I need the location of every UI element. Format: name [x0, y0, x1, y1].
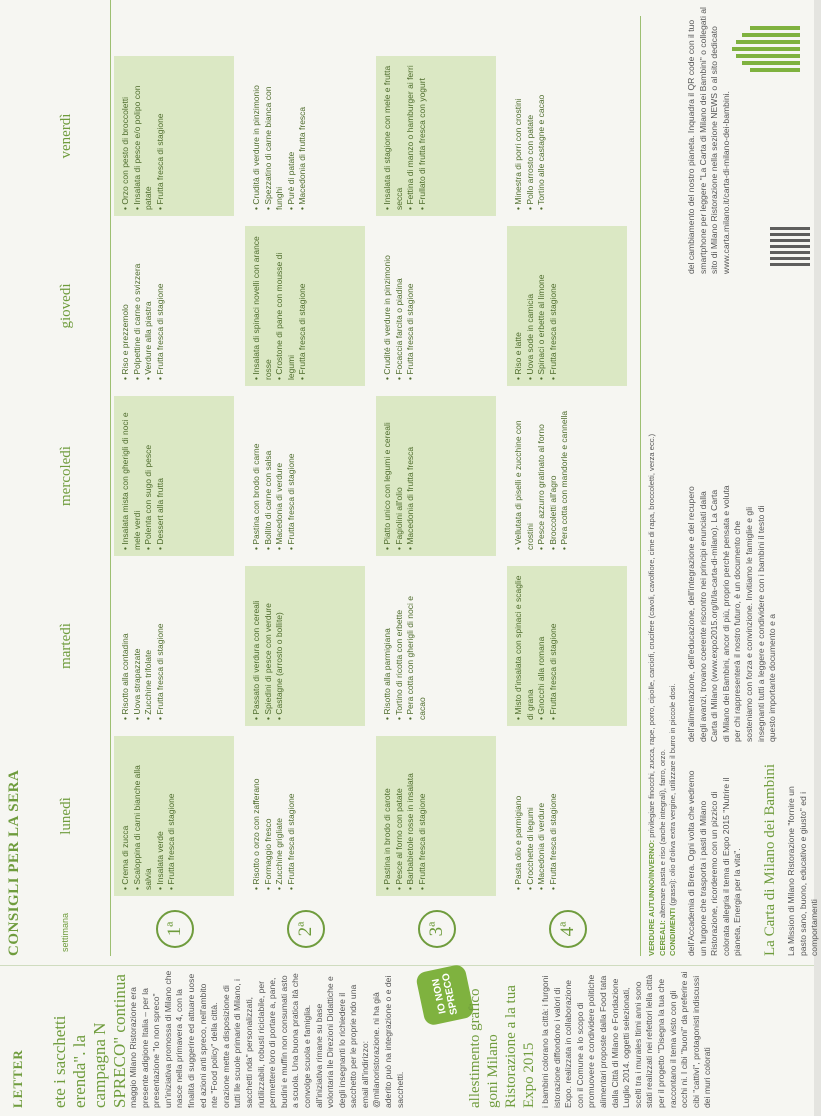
week-row — [507, 0, 633, 956]
menu-item: • Vellutata di piselli e zucchine con crostini — [513, 402, 536, 550]
menu-item: • Frutta fresca di stagione — [155, 232, 167, 380]
menu-item: • Macedonia di verdure — [536, 742, 548, 890]
week-column-label: settimana — [60, 912, 70, 952]
menu-item: • Crudità di verdure in pinzimonio — [251, 62, 263, 210]
menu-item: • Fagiolini all'olio — [394, 402, 406, 550]
newsletter-label: LETTER — [10, 1049, 25, 1108]
article-body-carta: dell'alimentazione, dell'educazione, dell'integrazione e del recupero degli avanzi, trovano coerente riscontro nei principi enunciati dalla Carta di Milano (www.expo2015.org/it/la-carta-di-milano). La Carta di Milano dei Bambini, ancor di più, proprio perché pensata e voluta per chi rappresenterà il nostro futuro, è un documento che sosteniamo con forza e convinzione. Invitiamo le famiglie e gli insegnanti tutti a leggere e condividere con i bambini il testo di questo importante documento e a — [686, 485, 778, 742]
menu-item: • Frutta fresca di stagione — [548, 742, 560, 890]
menu-item: • Uova sode in camicia — [525, 232, 537, 380]
menu-item: • Pasta olio e parmigiano — [513, 742, 525, 890]
menu-item: • Frutta fresca di stagione — [155, 572, 167, 720]
menu-item: • Crema di zucca — [120, 742, 132, 890]
menu-header-row — [30, 0, 111, 956]
menu-item: • Frullato di frutta fresca con yogurt — [417, 62, 429, 210]
menu-cell — [376, 396, 496, 556]
menu-item: • Piatto unico con legumi e cereali — [382, 402, 394, 550]
menu-item: • Dessert alla frutta — [155, 402, 167, 550]
menu-item: • Macedonia di verdure — [274, 402, 286, 550]
menu-item: • Spinaci o erbette al limone — [536, 232, 548, 380]
menu-item: • Minestra di porri con crostini — [513, 62, 525, 210]
menu-item: • Formaggio fresco — [263, 742, 275, 890]
menu-item: • Orzo con pesto di broccoletti — [120, 62, 132, 210]
menu-item: • Pastina in brodo di carote — [382, 742, 394, 890]
article-title-carta: La Carta di Milano dei Bambini — [762, 763, 778, 956]
menu-item: • Gnocchi alla romana — [536, 572, 548, 720]
menu-item: • Fettina di manzo o hamburger ai ferri — [405, 62, 417, 210]
menu-item: • Verdure alla piastra — [143, 232, 155, 380]
menu-cell — [245, 396, 365, 556]
menu-cell — [376, 226, 496, 386]
menu-item: • Risotto alla contadina — [120, 572, 132, 720]
menu-item: • Focaccia farcita o piadina — [394, 232, 406, 380]
menu-item: • Zucchine grigliate — [274, 742, 286, 890]
milano-logo-icon — [730, 6, 810, 76]
week-number-badge: 2ª — [287, 910, 325, 948]
article-body-sacchetti: maggio Milano Ristorazione era presente adigione Italia – per la presentazione "Io non spreco" un'iniziativa promossa di Milano che nasce nella primavera 4, con la finalità di suggerire ed attuare uose ed azioni anti spreco, nell'ambito nte "Food policy" della città. orazione mette a disposizione di tutti lle scuole primarie di Milano, i sacchetti nda" personalizzati, riutilizzabili, robusti riciclabile, per permettere loro di portare a, pane, budini e muffin non consumati asto a scuola. Una buona pratica ità che convolge scuola e famiglia. all'iniziativa rimane su base volontaria lle Direzioni Didattiche e degli insegnanti lo richiedere il sacchetto per le proprie ndo una email all'indirizzo: @milanoristorazione. ni ha già aderito può na integrazione o e dei sacchetti. — [128, 970, 405, 1108]
menu-cell — [245, 226, 365, 386]
menu-cell — [376, 566, 496, 726]
menu-item: • Uova strapazzate — [132, 572, 144, 720]
menu-cell — [507, 226, 627, 386]
newsletter-column — [0, 965, 814, 1116]
menu-cell — [245, 56, 365, 216]
menu-item: • Macedonia di frutta fresca — [405, 402, 417, 550]
menu-item: • Pesce azzurro gratinato al forno — [536, 402, 548, 550]
menu-item: • Broccoletti all'agro — [548, 402, 560, 550]
legend-verdure: VERDURE AUTUNNO/INVERNO: privilegiare finocchi, zucca, rape, porro, cipolle, carciofi, crucifere (cavoli, cavolfiore, cime di rapa, broccoletti, verza ecc.) — [647, 433, 656, 956]
menu-item: • Spezzatino di carne bianca con funghi — [263, 62, 286, 210]
legend-cereali: CEREALI: alternare pasta e riso (anche integrali), farro, orzo. — [657, 749, 667, 956]
menu-item: • Insalata di spinaci novelli con arance rosse — [251, 232, 274, 380]
menu-cell — [114, 226, 234, 386]
menu-item: • Riso e prezzemolo — [120, 232, 132, 380]
menu-item: • Scaloppina di carni bianche alla salvia — [132, 742, 155, 890]
menu-item: • Crostone di pane con mousse di legumi — [274, 232, 297, 380]
menu-item: • Zucchine trifolate — [143, 572, 155, 720]
qr-code-icon[interactable] — [770, 226, 810, 266]
menu-cell — [114, 566, 234, 726]
menu-item: • Tortino alle castagne e cacao — [536, 62, 548, 210]
menu-item: • Crudité di verdure in pinzimonio — [382, 232, 394, 380]
menu-item: • Frutta fresca di stagione — [417, 742, 429, 890]
menu-item: • Pesce al forno con patate — [394, 742, 406, 890]
legend-condimenti: CONDIMENTI (grassi): olio d'oliva extra vergine, utilizzare il burro in piccole dosi. — [668, 683, 677, 956]
article-body-expo: i bambini colorano la città: i furgoni istorazione diffondono i valori di Expo. realizzata in collaborazione con il Comune a lo scopo di promuovere e condividere politiche alimentari proposte dalla Food tata dalla Città di Milano e Fondazione Luglio 2014. oggetti selezionati, scelti tra i murales ltimi anni sono stati realizzati nei refettori lella città per il progetto "Disegna la tua che raccontano il tema visto con gli occhi ni. I cibi "buoni" da preferire ai cibi "cattivi", protagonisti indiscussi dei muri colorati — [540, 971, 713, 1108]
menu-cell — [376, 56, 496, 216]
menu-legend — [640, 16, 679, 956]
menu-cell — [507, 56, 627, 216]
menu-item: • Barbabietole rosse in insalata — [405, 742, 417, 890]
article-body-brera: dell'Accademia di Brera. Ogni volta che vedremo un furgone che trasporta i pasti di Milano Ristorazione, ricorderemo con un pizzico di colorata allegria il tema di Expo 2015 "Nutrire il pianeta, Energia per la vita". — [686, 770, 743, 956]
menu-item: • Insalata mista con gherigli di noci e mele verdi — [120, 402, 143, 550]
menu-item: • Macedonia di frutta fresca — [297, 62, 309, 210]
menu-item: • Crocchette di legumi — [525, 742, 537, 890]
menu-item: • Riso e latte — [513, 232, 525, 380]
day-header-lunedi: lunedì — [58, 797, 74, 835]
menu-item: • Frutta fresca di stagione — [155, 62, 167, 210]
menu-item: • Frutta fresca di stagione — [286, 742, 298, 890]
menu-cell — [507, 396, 627, 556]
day-header-giovedi: giovedì — [58, 283, 74, 329]
io-non-spreco-badge: IO NON SPRECO — [415, 963, 475, 1026]
menu-item: • Pera cotta con gherigli di noci e cacao — [405, 572, 428, 720]
day-header-venerdi: venerdì — [58, 113, 74, 159]
menu-cell — [376, 736, 496, 896]
menu-item: • Tortino di ricotta con erbette — [394, 572, 406, 720]
menu-item: • Frutta fresca di stagione — [548, 232, 560, 380]
menu-item: • Risotto o orzo con zafferano — [251, 742, 263, 890]
menu-item: • Castagne (arrosto o bollite) — [274, 572, 286, 720]
day-header-mercoledi: mercoledì — [58, 446, 74, 506]
menu-item: • Frutta fresca di stagione — [286, 402, 298, 550]
menu-cell — [245, 566, 365, 726]
article-title-expo: allestimento grafico goni Milano Ristorazione a la tua Expo 2015 — [467, 985, 537, 1108]
menu-item: • Pera cotta con mandorle e cannella — [559, 402, 571, 550]
menu-item: • Frutta fresca di stagione — [405, 232, 417, 380]
menu-item: • Risotto alla parmigiana — [382, 572, 394, 720]
week-number-badge: 3ª — [418, 910, 456, 948]
week-row — [245, 0, 371, 956]
menu-item: • Passato di verdura con cereali — [251, 572, 263, 720]
day-header-martedi: martedì — [58, 623, 74, 669]
menu-item: • Frutta fresca di stagione — [548, 572, 560, 720]
menu-item: • Frutta fresca di stagione — [297, 232, 309, 380]
menu-item: • Insalata verde — [155, 742, 167, 890]
week-row — [376, 0, 502, 956]
week-number-badge: 4ª — [549, 910, 587, 948]
article-body-carta-intro: La Mission di Milano Ristorazione "fornire un pasto sano, buono, educativo e giusto" ed i comportamenti — [786, 786, 820, 956]
menu-cell — [507, 736, 627, 896]
menu-item: • Insalata di pesce e/o polipo con patate — [132, 62, 155, 210]
menu-item: • Pollo arrosto con patate — [525, 62, 537, 210]
menu-item: • Pastina con brodo di carne — [251, 402, 263, 550]
menu-item: • Frutta fresca di stagione — [166, 742, 178, 890]
menu-item: • Spiedini di pesce con verdure — [263, 572, 275, 720]
menu-item: • Misto d'insalata con spinaci e scaglie di grana — [513, 572, 536, 720]
menu-cell — [114, 736, 234, 896]
menu-item: • Polenta con sugo di pesce — [143, 402, 155, 550]
menu-item: • Polpettine di carne o svizzera — [132, 232, 144, 380]
article-body-qr: del cambiamento del nostro pianeta. Inquadra il QR code con il tuo smartphone per leggere "La Carta di Milano dei Bambini" o collegati al sito di Milano Ristorazione nella sezione NEWS o al sito dedicato www.carta.milano.it/carta-di-milano-dei-bambini. — [686, 7, 731, 274]
section-title: CONSIGLI PER LA SERA — [6, 769, 22, 956]
menu-cell — [245, 736, 365, 896]
menu-item: • Bollito di carne con salsa — [263, 402, 275, 550]
menu-item: • Purè di patate — [286, 62, 298, 210]
menu-cell — [114, 396, 234, 556]
menu-cell — [114, 56, 234, 216]
article-title-sacchetti: ete i sacchetti erenda". la campagna N SPRECO" continua — [50, 974, 129, 1108]
week-number-badge: 1ª — [156, 910, 194, 948]
week-row — [114, 0, 240, 956]
menu-item: • Insalata di stagione con mele e frutta secca — [382, 62, 405, 210]
menu-cell — [507, 566, 627, 726]
